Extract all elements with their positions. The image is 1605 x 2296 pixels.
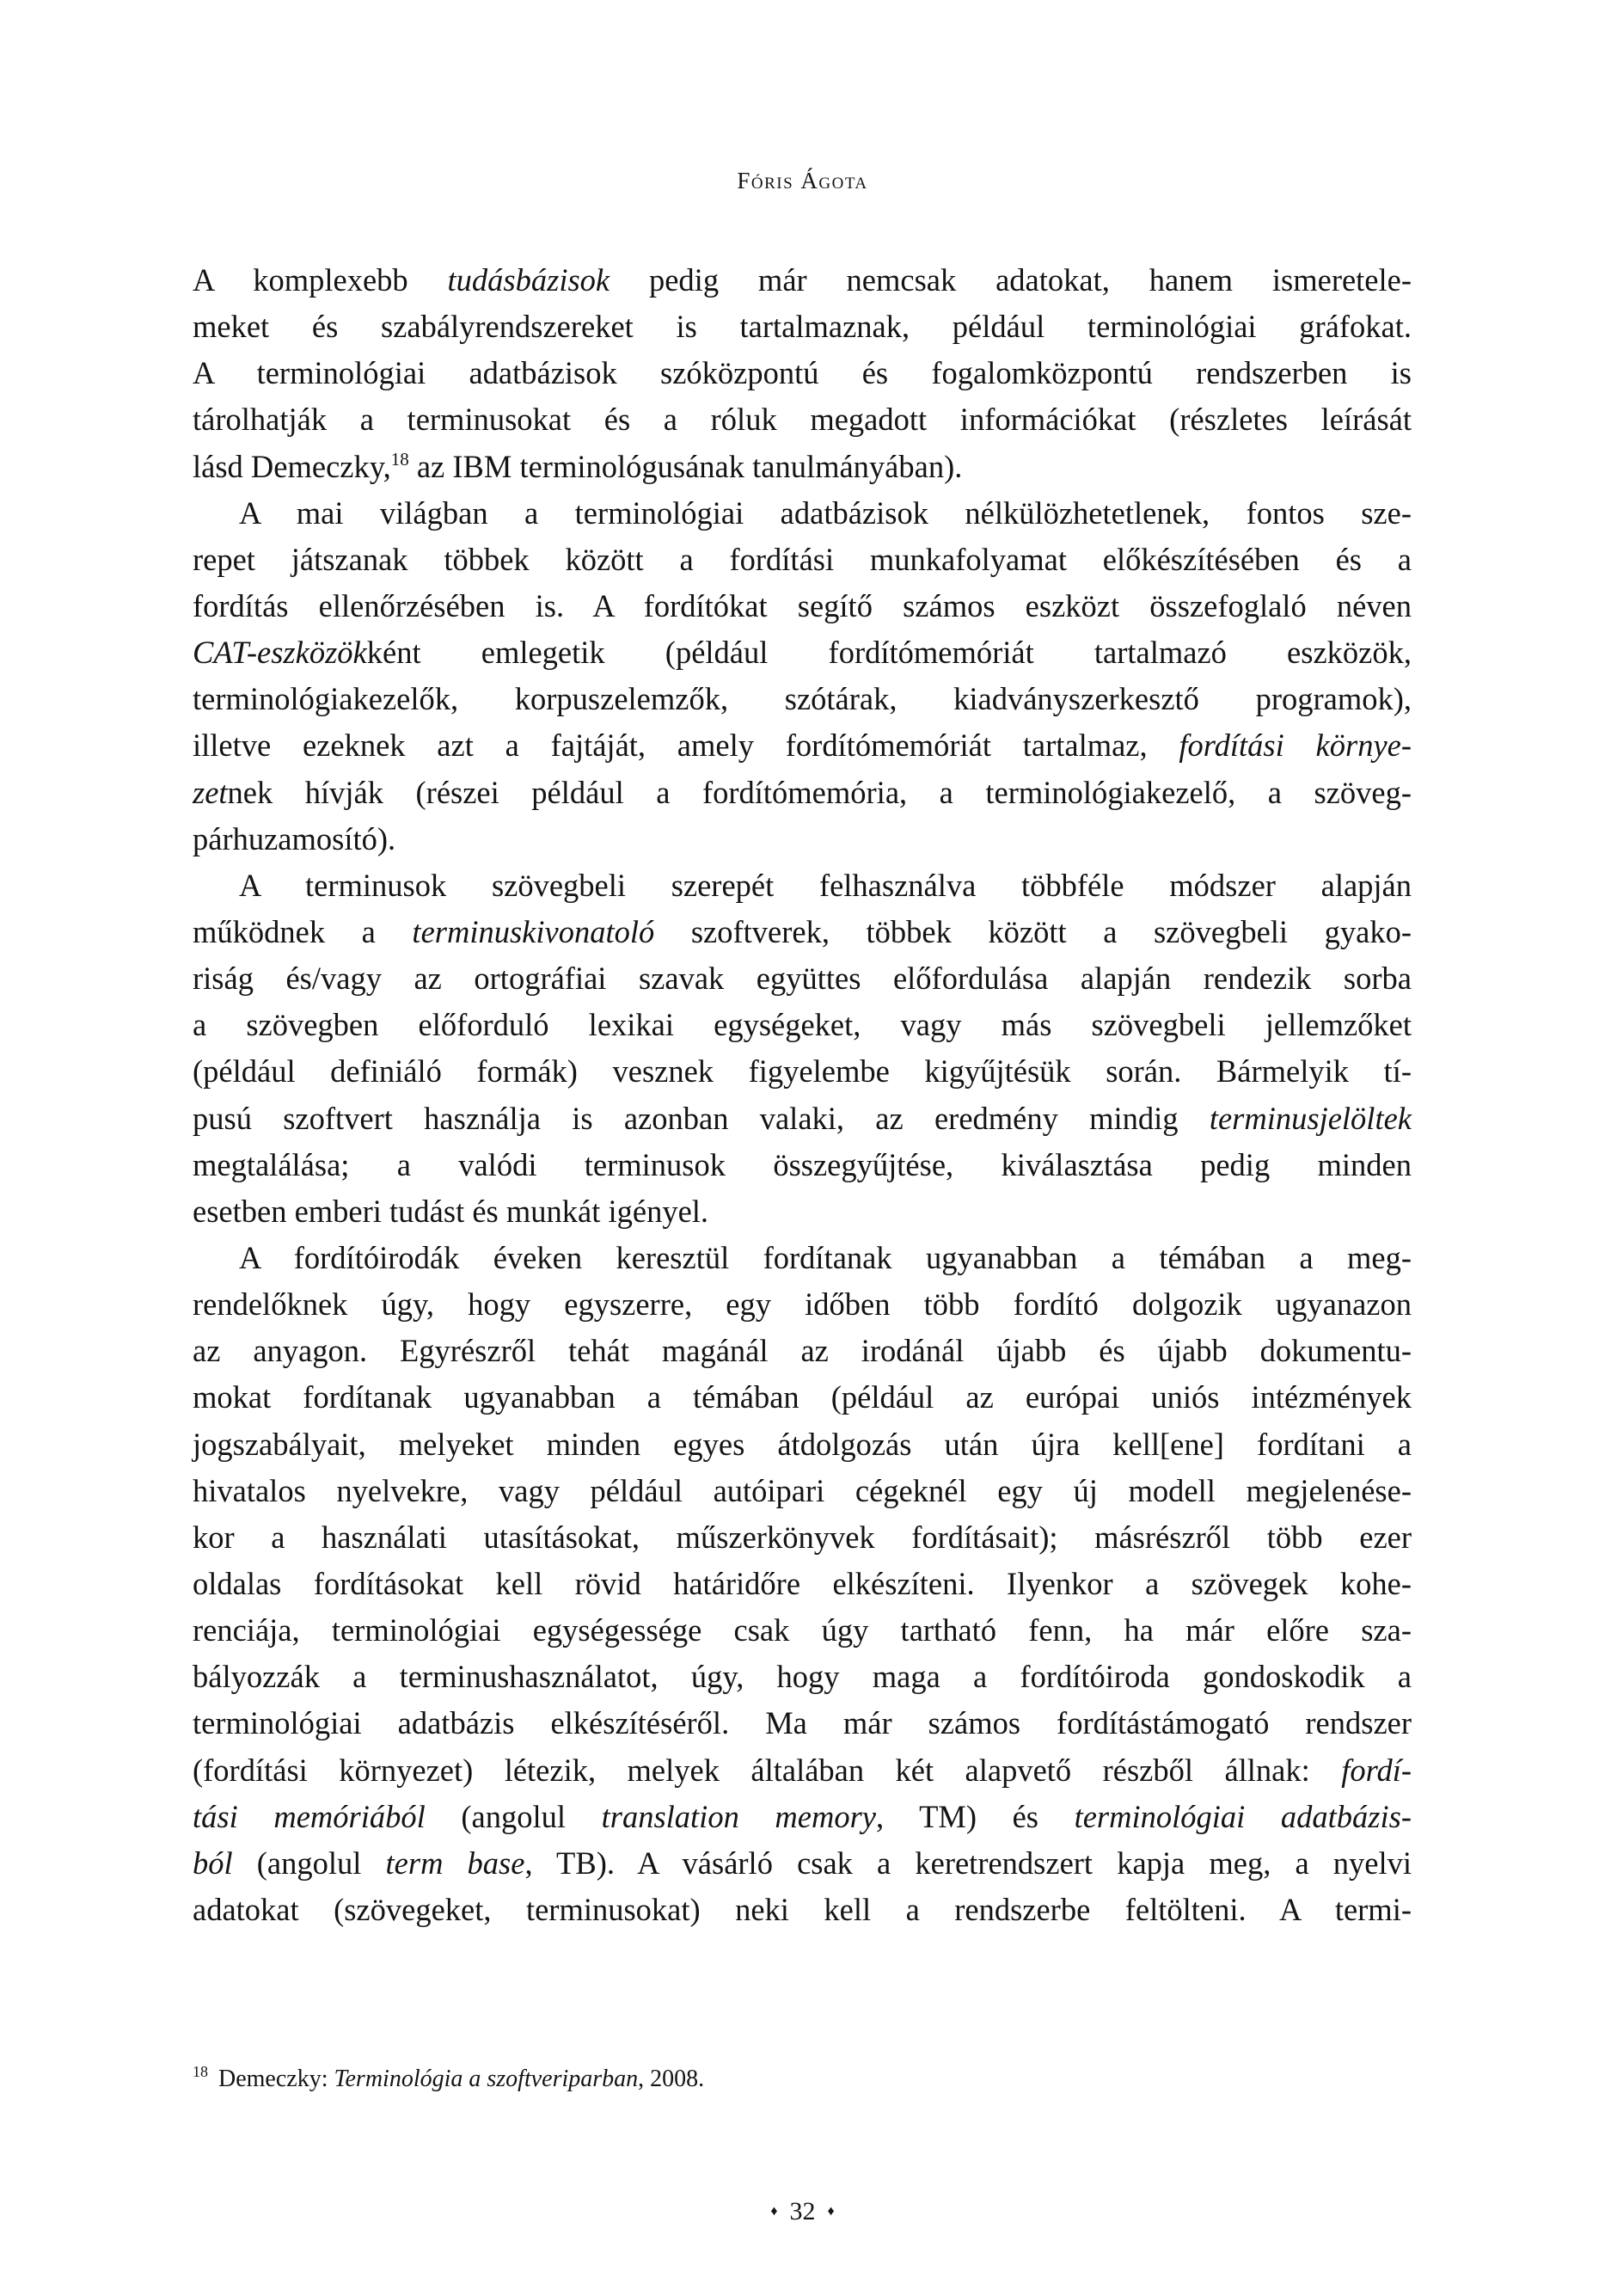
footnote-title: Terminológia a szoftveriparban [334, 2066, 639, 2092]
text-run: lásd Demeczky, [193, 448, 391, 484]
italic-term: fordítási környe- [1179, 727, 1412, 764]
text-run: repet játszanak többek között a fordítási munkafolyamat előkészítésében és a [193, 541, 1412, 577]
text-run: adatokat (szövegeket, terminusokat) neki kell a rendszerbe feltölteni. A termi- [193, 1891, 1412, 1927]
text-run: pusú szoftvert használja is azonban valaki, az eredmény mindig [193, 1100, 1210, 1136]
text-run: A terminusok szövegbeli szerepét felhasználva többféle módszer alapján [239, 867, 1412, 903]
text-run: riság és/vagy az ortográfiai szavak együttes előfordulása alapján rendezik sorba [193, 961, 1412, 997]
text-run: kor a használati utasításokat, műszerkönyvek fordításait); másrészről több ezer [193, 1519, 1412, 1555]
text-run: mokat fordítanak ugyanabban a témában (például az európai uniós intézmények [193, 1379, 1412, 1415]
text-line [193, 629, 1412, 676]
italic-term: term base [385, 1845, 525, 1881]
text-line [193, 722, 1412, 769]
italic-term: terminuskivonatoló [412, 913, 655, 949]
text-line [193, 1142, 1412, 1188]
text-line [193, 490, 1412, 537]
text-line [193, 257, 1412, 304]
text-line [193, 1654, 1412, 1700]
footnote-number: 18 [193, 2063, 208, 2080]
italic-term: fordí- [1341, 1752, 1412, 1788]
text-run: ként emlegetik (például fordítómemóriát tartalmazó eszközök, [366, 635, 1412, 671]
text-line [193, 1328, 1412, 1374]
italic-term: tudásbázisok [447, 262, 610, 298]
text-line [193, 770, 1412, 816]
text-line [193, 1887, 1412, 1933]
text-line [193, 1421, 1412, 1468]
diamond-ornament-icon: ♦ [770, 2204, 778, 2219]
text-line [193, 304, 1412, 350]
paragraph [193, 1235, 1412, 1933]
text-run: A terminológiai adatbázisok szóközpontú és fogalomközpontú rendszerben is [193, 355, 1412, 391]
text-line [193, 396, 1412, 443]
text-line [193, 583, 1412, 629]
text-run: illetve ezeknek azt a fajtáját, amely fordítómemóriát tartalmaz, [193, 727, 1179, 764]
text-run: A komplexebb [193, 262, 448, 298]
text-line [193, 1468, 1412, 1514]
body-text [193, 257, 1412, 1933]
text-run: jogszabályait, melyeket minden egyes átdolgozás után újra kell[ene] fordítani a [193, 1426, 1412, 1462]
footnote-rest: , 2008. [638, 2066, 705, 2092]
text-line [193, 1048, 1412, 1095]
text-run: renciája, terminológiai egységessége csak úgy tartható fenn, ha már előre sza- [193, 1612, 1412, 1648]
text-run: fordítás ellenőrzésében is. A fordítókat segítő számos eszközt összefoglaló néven [193, 587, 1412, 623]
text-line [193, 1794, 1412, 1840]
text-run: megtalálása; a valódi terminusok összegyűjtése, kiválasztása pedig minden [193, 1146, 1412, 1182]
text-run: párhuzamosító). [193, 820, 396, 856]
italic-term: ból [193, 1845, 233, 1881]
text-run: esetben emberi tudást és munkát igényel. [193, 1193, 709, 1229]
text-run: az anyagon. Egyrészről tehát magánál az irodánál újabb és újabb dokumentu- [193, 1333, 1412, 1369]
text-line [193, 1700, 1412, 1747]
footnote-18 [193, 2062, 704, 2098]
text-run: , TB). A vásárló csak a keretrendszert kapja meg, a nyelvi [524, 1845, 1412, 1881]
text-run: bályozzák a terminushasználatot, úgy, hogy maga a fordítóiroda gondoskodik a [193, 1659, 1412, 1695]
page-number-value: 32 [789, 2197, 816, 2225]
text-run: terminológiakezelők, korpuszelemzők, szótárak, kiadványszerkesztő programok), [193, 681, 1412, 717]
text-run: működnek a [193, 913, 413, 949]
text-run: a szövegben előforduló lexikai egységeket, vagy más szövegbeli jellemzőket [193, 1007, 1412, 1043]
text-line [193, 816, 1412, 863]
text-run: tárolhatják a terminusokat és a róluk megadott információkat (részletes leírását [193, 402, 1412, 438]
text-line [193, 909, 1412, 955]
page-number [0, 2195, 1605, 2233]
diamond-ornament-icon: ♦ [827, 2204, 835, 2219]
text-line [193, 1561, 1412, 1607]
text-line [193, 1002, 1412, 1048]
text-line [193, 863, 1412, 909]
text-line [193, 444, 1412, 490]
text-line [193, 1514, 1412, 1561]
text-run: , TM) és [876, 1798, 1075, 1834]
italic-term: translation memory [601, 1798, 876, 1834]
paragraph [193, 863, 1412, 1235]
paragraph [193, 490, 1412, 863]
text-run: meket és szabályrendszereket is tartalmaznak, például terminológiai gráfokat. [193, 309, 1412, 345]
text-run: az IBM terminológusának tanulmányában). [408, 448, 963, 484]
text-run: oldalas fordításokat kell rövid határidőre elkészíteni. Ilyenkor a szövegek kohe- [193, 1565, 1412, 1601]
text-run: (fordítási környezet) létezik, melyek általában két alapvető részből állnak: [193, 1752, 1342, 1788]
text-run: (például definiáló formák) vesznek figyelembe kigyűjtésük során. Bármelyik tí- [193, 1053, 1412, 1090]
text-run: (angolul [425, 1798, 602, 1834]
text-line [193, 1281, 1412, 1328]
italic-term: terminológiai adatbázis- [1074, 1798, 1412, 1834]
text-run: szoftverek, többek között a szövegbeli gyako- [654, 913, 1412, 949]
footnote-reference: 18 [390, 448, 409, 470]
italic-term: zet [193, 774, 228, 810]
text-line [193, 1096, 1412, 1142]
text-run: pedig már nemcsak adatokat, hanem ismeretele- [610, 262, 1412, 298]
text-run: hivatalos nyelvekre, vagy például autóipari cégeknél egy új modell megjelenése- [193, 1472, 1412, 1508]
text-run: (angolul [232, 1845, 386, 1881]
italic-term: tási memóriából [193, 1798, 426, 1834]
text-line [193, 1188, 1412, 1235]
text-line [193, 350, 1412, 396]
text-line [193, 955, 1412, 1002]
paragraph [193, 257, 1412, 490]
text-line [193, 537, 1412, 583]
text-line [193, 1374, 1412, 1421]
text-line [193, 1235, 1412, 1281]
text-run: nek hívják (részei például a fordítómemória, a terminológiakezelő, a szöveg- [227, 774, 1412, 810]
text-line [193, 1747, 1412, 1794]
text-line [193, 676, 1412, 722]
footnote-author: Demeczky: [218, 2066, 334, 2092]
italic-term: CAT-eszközök [193, 635, 367, 671]
italic-term: terminusjelöltek [1209, 1100, 1412, 1136]
running-head-author: Fóris Ágota [737, 168, 868, 193]
text-run: A fordítóirodák éveken keresztül fordítanak ugyanabban a témában a meg- [239, 1239, 1412, 1275]
text-run: terminológiai adatbázis elkészítéséről. Ma már számos fordítástámogató rendszer [193, 1705, 1412, 1741]
text-run: A mai világban a terminológiai adatbázisok nélkülözhetetlenek, fontos sze- [239, 494, 1412, 531]
text-run: rendelőknek úgy, hogy egyszerre, egy időben több fordító dolgozik ugyanazon [193, 1286, 1412, 1323]
text-line [193, 1607, 1412, 1654]
text-line [193, 1840, 1412, 1887]
